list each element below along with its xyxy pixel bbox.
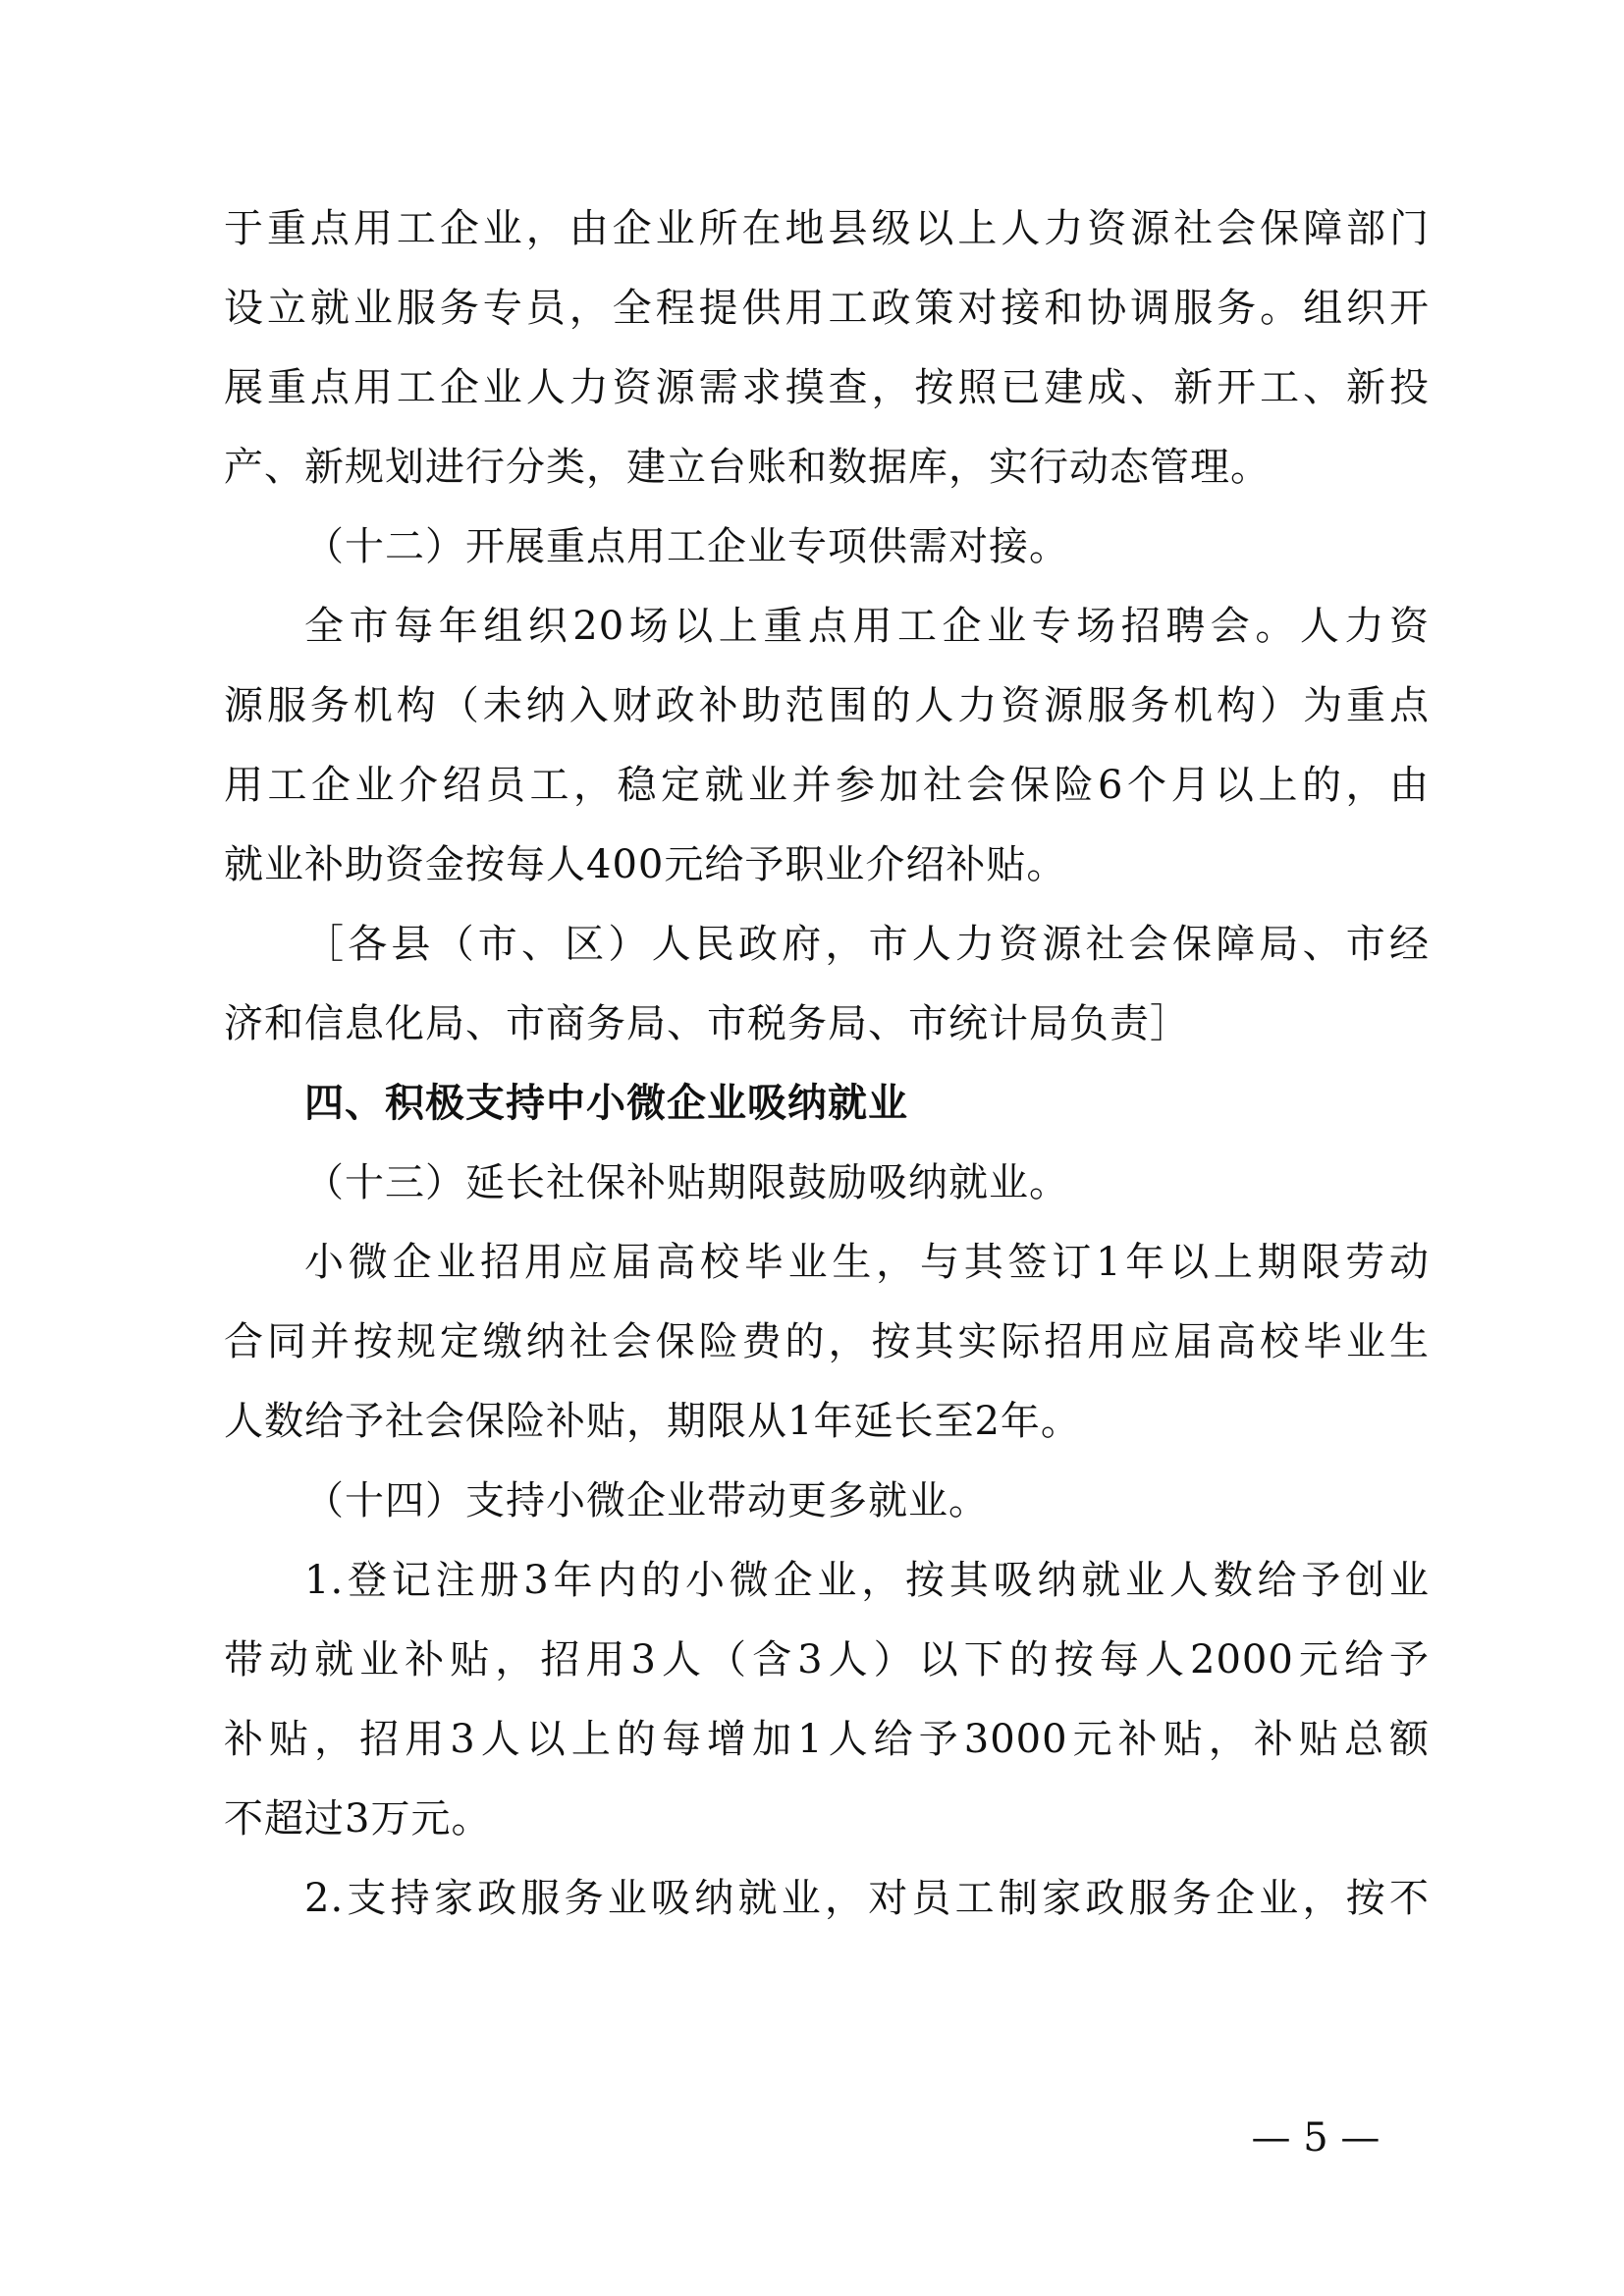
- text-line: 补贴，招用3人以上的每增加1人给予3000元补贴，补贴总额: [224, 1717, 1430, 1762]
- text-line: 1.登记注册3年内的小微企业，按其吸纳就业人数给予创业: [304, 1558, 1430, 1603]
- text-line: 合同并按规定缴纳社会保险费的，按其实际招用应届高校毕业生: [224, 1319, 1430, 1364]
- page-number: — 5 —: [1251, 2115, 1380, 2161]
- text-line: 不超过3万元。: [224, 1796, 492, 1842]
- responsibility-note: 济和信息化局、市商务局、市税务局、市统计局负责］: [224, 1001, 1190, 1046]
- section-subheading: （十二）开展重点用工企业专项供需对接。: [304, 524, 1069, 569]
- section-heading: 四、积极支持中小微企业吸纳就业: [304, 1081, 908, 1126]
- text-line: 展重点用工企业人力资源需求摸查，按照已建成、新开工、新投: [224, 365, 1430, 410]
- text-line: 设立就业服务专员，全程提供用工政策对接和协调服务。组织开: [224, 286, 1430, 331]
- text-line: 小微企业招用应届高校毕业生，与其签订1年以上期限劳动: [304, 1240, 1430, 1285]
- text-line: 产、新规划进行分类，建立台账和数据库，实行动态管理。: [224, 445, 1271, 490]
- text-line: 源服务机构（未纳入财政补助范围的人力资源服务机构）为重点: [224, 683, 1430, 728]
- text-line: 人数给予社会保险补贴，期限从1年延长至2年。: [224, 1399, 1081, 1444]
- section-subheading: （十四）支持小微企业带动更多就业。: [304, 1478, 989, 1523]
- responsibility-note: ［各县（市、区）人民政府，市人力资源社会保障局、市经: [304, 922, 1430, 967]
- text-line: 就业补助资金按每人400元给予职业介绍补贴。: [224, 842, 1067, 887]
- text-line: 全市每年组织20场以上重点用工企业专场招聘会。人力资: [304, 604, 1430, 649]
- text-line: 带动就业补贴，招用3人（含3人）以下的按每人2000元给予: [224, 1637, 1430, 1682]
- text-line: 2.支持家政服务业吸纳就业，对员工制家政服务企业，按不: [304, 1876, 1430, 1921]
- text-line: 于重点用工企业，由企业所在地县级以上人力资源社会保障部门: [224, 206, 1430, 251]
- text-line: 用工企业介绍员工，稳定就业并参加社会保险6个月以上的，由: [224, 763, 1430, 808]
- section-subheading: （十三）延长社保补贴期限鼓励吸纳就业。: [304, 1160, 1069, 1205]
